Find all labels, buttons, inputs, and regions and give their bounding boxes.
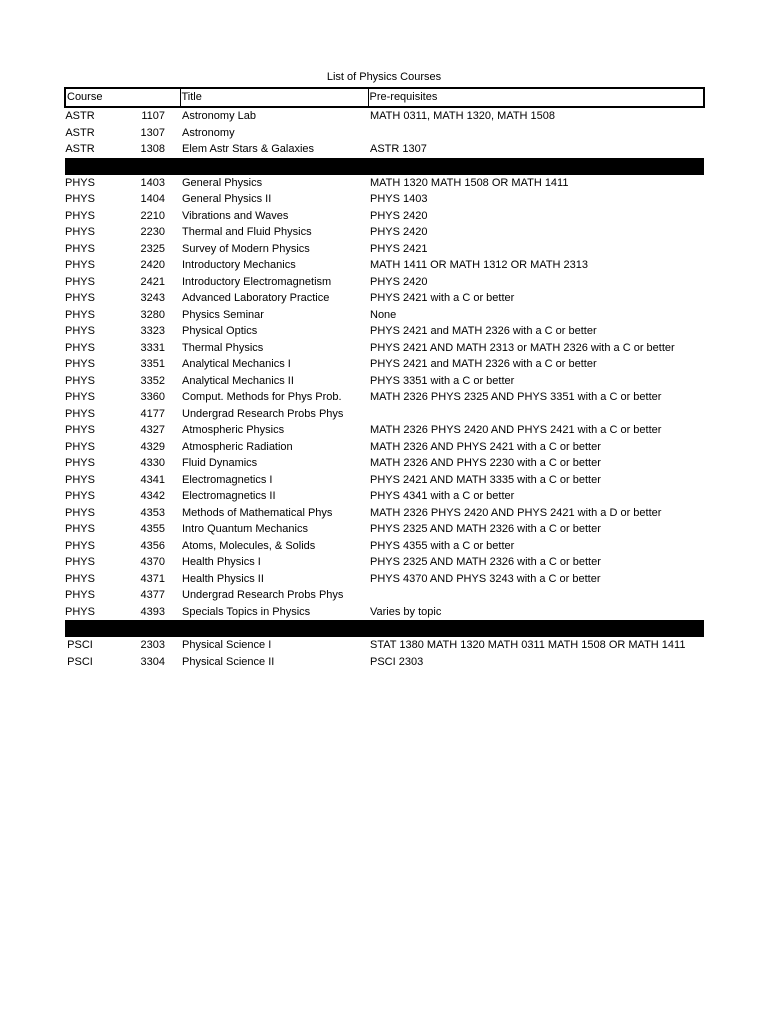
course-row [65, 208, 704, 225]
course-subject: PHYS [65, 374, 95, 387]
course-row [65, 637, 704, 654]
course-number: 3331 [140, 341, 165, 354]
course-prereq: MATH 0311, MATH 1320, MATH 1508 [370, 110, 556, 123]
course-prereq: PHYS 4370 AND PHYS 3243 with a C or better [370, 572, 601, 585]
course-number: 2420 [140, 259, 165, 272]
course-number: 2303 [140, 639, 165, 652]
course-row [65, 654, 704, 671]
course-row [65, 107, 704, 125]
course-prereq: PHYS 2421 [370, 242, 428, 255]
course-row [65, 439, 704, 456]
course-prereq: ASTR 1307 [370, 143, 427, 156]
course-number: 4330 [140, 457, 165, 470]
course-prereq: PHYS 4341 with a C or better [370, 490, 515, 503]
course-prereq: MATH 2326 PHYS 2420 AND PHYS 2421 with a C or better [370, 424, 662, 437]
course-subject: PHYS [65, 292, 95, 305]
course-number: 3323 [140, 325, 165, 338]
course-title: Electromagnetics I [182, 473, 273, 486]
header-row [65, 88, 704, 107]
course-row [65, 340, 704, 357]
course-title: Analytical Mechanics II [182, 374, 294, 387]
course-prereq: PHYS 1403 [370, 193, 428, 206]
course-row [65, 373, 704, 390]
course-number: 4370 [140, 556, 165, 569]
course-prereq: PHYS 2421 and MATH 2326 with a C or better [370, 358, 597, 371]
course-subject: PHYS [65, 539, 95, 552]
course-number: 4356 [140, 539, 165, 552]
course-prereq [368, 587, 704, 604]
course-subject: ASTR [65, 110, 95, 123]
course-prereq: MATH 2326 AND PHYS 2230 with a C or better [370, 457, 601, 470]
course-subject: PHYS [65, 490, 95, 503]
course-row [65, 472, 704, 489]
section-divider [65, 158, 704, 175]
course-prereq: PHYS 2420 [370, 275, 428, 288]
course-subject: PHYS [65, 259, 95, 272]
course-title: Atoms, Molecules, & Solids [182, 539, 316, 552]
course-title: Survey of Modern Physics [182, 242, 310, 255]
course-prereq: MATH 1320 MATH 1508 OR MATH 1411 [370, 176, 569, 189]
course-title: Undergrad Research Probs Phys [182, 589, 344, 602]
course-subject: PSCI [67, 655, 93, 668]
course-subject: PSCI [67, 639, 93, 652]
course-number: 4177 [140, 407, 165, 420]
course-row [65, 224, 704, 241]
course-number: 3243 [140, 292, 165, 305]
course-number: 4341 [140, 473, 165, 486]
course-number: 4342 [140, 490, 165, 503]
course-title: Atmospheric Radiation [182, 440, 293, 453]
course-row [65, 323, 704, 340]
course-prereq: PHYS 2325 AND MATH 2326 with a C or better [370, 556, 601, 569]
course-row [65, 241, 704, 258]
course-title: Health Physics II [182, 572, 264, 585]
course-number: 4355 [140, 523, 165, 536]
course-title: Physical Science II [182, 655, 275, 668]
course-row [65, 587, 704, 604]
course-number: 3351 [140, 358, 165, 371]
section-divider [65, 620, 704, 637]
course-number: 3360 [140, 391, 165, 404]
course-subject: PHYS [65, 226, 95, 239]
course-prereq: PHYS 2325 AND MATH 2326 with a C or better [370, 523, 601, 536]
course-title: Comput. Methods for Phys Prob. [182, 391, 342, 404]
course-prereq: PSCI 2303 [370, 655, 424, 668]
course-row [65, 191, 704, 208]
course-title: Thermal Physics [182, 341, 264, 354]
header-prereq: Pre-requisites [368, 88, 704, 107]
course-prereq: STAT 1380 MATH 1320 MATH 0311 MATH 1508 OR MATH 1411 [370, 639, 686, 652]
course-number: 3352 [140, 374, 165, 387]
header-course: Course [65, 88, 180, 107]
course-subject: PHYS [65, 523, 95, 536]
course-title: Physics Seminar [182, 308, 264, 321]
course-subject: PHYS [65, 556, 95, 569]
course-row [65, 290, 704, 307]
course-subject: PHYS [65, 325, 95, 338]
course-number: 1308 [140, 143, 165, 156]
course-prereq: PHYS 2421 AND MATH 3335 with a C or better [370, 473, 601, 486]
course-number: 4353 [140, 506, 165, 519]
course-subject: PHYS [65, 589, 95, 602]
course-prereq: MATH 2326 PHYS 2420 AND PHYS 2421 with a D or better [370, 506, 662, 519]
course-number: 2210 [140, 209, 165, 222]
course-title: Astronomy [182, 126, 235, 139]
page-title: List of Physics Courses [326, 71, 442, 83]
course-number: 2230 [140, 226, 165, 239]
course-row [65, 505, 704, 522]
course-title: Thermal and Fluid Physics [182, 226, 312, 239]
course-subject: PHYS [65, 341, 95, 354]
course-prereq [368, 125, 704, 142]
course-title: Methods of Mathematical Phys [182, 506, 333, 519]
course-title: Astronomy Lab [182, 110, 256, 123]
course-row [65, 521, 704, 538]
course-subject: PHYS [65, 440, 95, 453]
course-row [65, 538, 704, 555]
course-subject: PHYS [65, 424, 95, 437]
section-divider-cell [65, 158, 704, 175]
course-title: Health Physics I [182, 556, 261, 569]
course-title: Physical Science I [182, 639, 272, 652]
course-row [65, 175, 704, 192]
course-prereq: PHYS 2420 [370, 209, 428, 222]
course-number: 4377 [140, 589, 165, 602]
course-row [65, 488, 704, 505]
course-prereq: MATH 2326 PHYS 2325 AND PHYS 3351 with a C or better [370, 391, 662, 404]
course-row [65, 356, 704, 373]
course-subject: PHYS [65, 308, 95, 321]
course-title: General Physics II [182, 193, 272, 206]
course-title: Introductory Mechanics [182, 259, 296, 272]
course-number: 4371 [140, 572, 165, 585]
course-number: 1403 [140, 176, 165, 189]
course-number: 4393 [140, 605, 165, 618]
course-title: General Physics [182, 176, 263, 189]
course-row [65, 406, 704, 423]
course-subject: PHYS [65, 407, 95, 420]
course-prereq: None [370, 308, 397, 321]
course-title: Vibrations and Waves [182, 209, 289, 222]
course-title: Undergrad Research Probs Phys [182, 407, 344, 420]
course-prereq: PHYS 2420 [370, 226, 428, 239]
course-subject: PHYS [65, 506, 95, 519]
course-number: 4329 [140, 440, 165, 453]
course-title: Atmospheric Physics [182, 424, 285, 437]
course-prereq: MATH 2326 AND PHYS 2421 with a C or better [370, 440, 601, 453]
course-subject: PHYS [65, 605, 95, 618]
course-row [65, 307, 704, 324]
course-number: 1307 [140, 126, 165, 139]
course-number: 3280 [140, 308, 165, 321]
course-row [65, 257, 704, 274]
course-row [65, 141, 704, 158]
course-title: Fluid Dynamics [182, 457, 258, 470]
course-row [65, 571, 704, 588]
course-prereq [368, 406, 704, 423]
course-subject: PHYS [65, 275, 95, 288]
course-number: 1404 [140, 193, 165, 206]
section-divider-cell [65, 620, 704, 637]
course-subject: PHYS [65, 209, 95, 222]
course-title: Advanced Laboratory Practice [182, 292, 330, 305]
course-subject: PHYS [65, 358, 95, 371]
course-number: 2325 [140, 242, 165, 255]
course-number: 4327 [140, 424, 165, 437]
course-prereq: PHYS 2421 and MATH 2326 with a C or better [370, 325, 597, 338]
course-subject: PHYS [65, 572, 95, 585]
course-row [65, 455, 704, 472]
course-row [65, 274, 704, 291]
course-title: Intro Quantum Mechanics [182, 523, 308, 536]
course-title: Physical Optics [182, 325, 258, 338]
course-number: 3304 [140, 655, 165, 668]
course-prereq: PHYS 2421 AND MATH 2313 or MATH 2326 with a C or better [370, 341, 675, 354]
course-title: Specials Topics in Physics [182, 605, 311, 618]
course-subject: PHYS [65, 457, 95, 470]
course-row [65, 554, 704, 571]
course-row [65, 422, 704, 439]
course-subject: PHYS [65, 193, 95, 206]
course-subject: ASTR [65, 143, 95, 156]
course-row [65, 389, 704, 406]
course-subject: PHYS [65, 473, 95, 486]
course-prereq: MATH 1411 OR MATH 1312 OR MATH 2313 [370, 259, 589, 272]
course-row [65, 125, 704, 142]
course-subject: ASTR [65, 126, 95, 139]
course-table [64, 87, 705, 670]
course-title: Analytical Mechanics I [182, 358, 291, 371]
course-prereq: PHYS 2421 with a C or better [370, 292, 515, 305]
course-subject: PHYS [65, 242, 95, 255]
course-prereq: PHYS 3351 with a C or better [370, 374, 515, 387]
course-title: Electromagnetics II [182, 490, 276, 503]
course-number: 2421 [140, 275, 165, 288]
course-number: 1107 [141, 110, 165, 123]
course-row [65, 604, 704, 621]
course-subject: PHYS [65, 176, 95, 189]
course-prereq: Varies by topic [370, 605, 442, 618]
course-table-body [65, 107, 704, 670]
course-title: Introductory Electromagnetism [182, 275, 332, 288]
course-title: Elem Astr Stars & Galaxies [182, 143, 315, 156]
course-prereq: PHYS 4355 with a C or better [370, 539, 515, 552]
course-subject: PHYS [65, 391, 95, 404]
header-title: Title [180, 88, 368, 107]
